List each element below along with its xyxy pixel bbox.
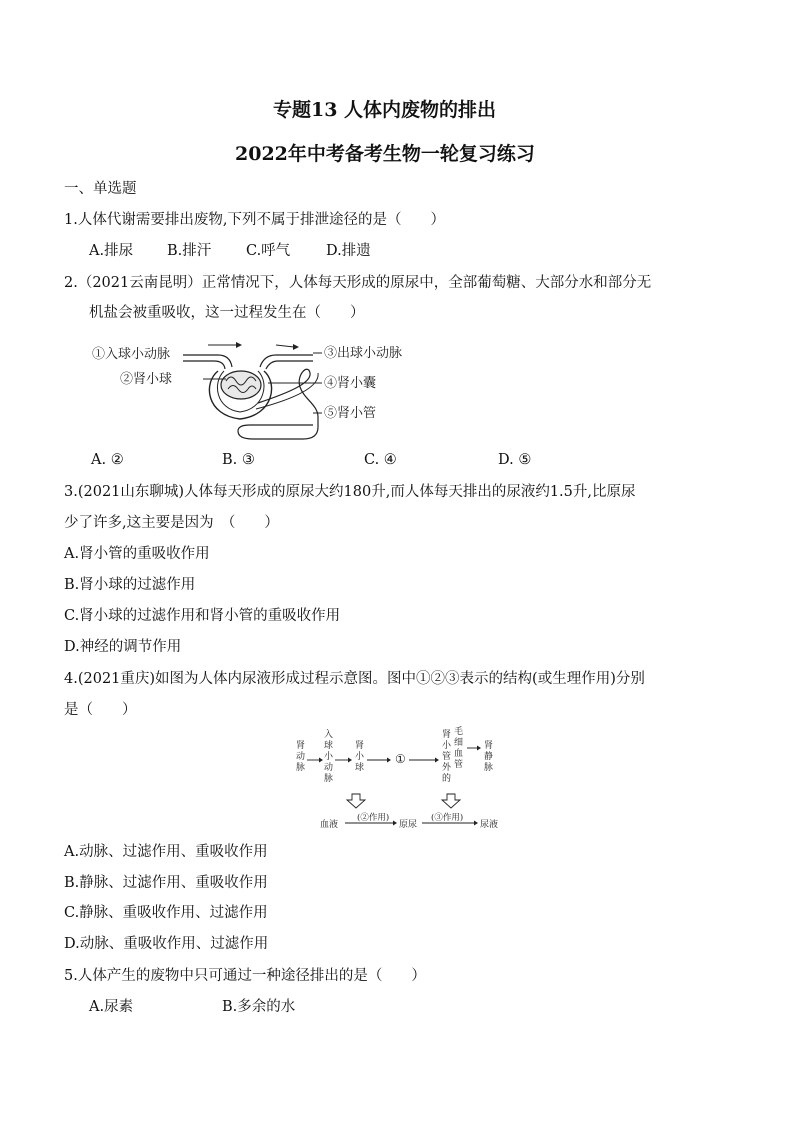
- node-renal-artery: 肾 动 脉: [296, 741, 306, 773]
- option-a: A.尿素: [89, 999, 134, 1015]
- node-capillaries: 毛 细 血 管: [454, 727, 464, 770]
- question-stem-line-2: 机盐会被重吸收，这一过程发生在（ ）: [89, 305, 365, 321]
- node-glomerulus: 肾 小 球: [355, 741, 365, 773]
- question-stem: 1.人体代谢需要排出废物,下列不属于排泄途径的是（ ）: [64, 212, 445, 228]
- question-stem-line-1: 3.(2021山东聊城)人体每天形成的原尿大约180升,而人体每天排出的尿液约1.5升,比原尿: [64, 484, 636, 500]
- option-d: D.排遗: [326, 243, 371, 259]
- question-stem-line-1: 2.（2021云南昆明）正常情况下，人体每天形成的原尿中，全部葡萄糖、大部分水和部分无: [64, 275, 652, 291]
- label-renal-tubule: ⑤肾小管: [324, 406, 377, 421]
- nephron-diagram: [88, 335, 428, 445]
- option-c: C.静脉、重吸收作用、过滤作用: [64, 905, 268, 921]
- question-stem-line-2: 少了许多,这主要是因为 （ ）: [64, 515, 279, 531]
- option-a: A.排尿: [89, 243, 134, 259]
- option-c: C.肾小球的过滤作用和肾小管的重吸收作用: [64, 608, 341, 624]
- option-b: B. ③: [222, 452, 255, 468]
- label-glomerulus: ②肾小球: [120, 372, 173, 387]
- option-b: B.肾小球的过滤作用: [64, 577, 196, 593]
- node-afferent-arteriole: 入 球 小 动 脉: [324, 730, 334, 784]
- label-bowmans-capsule: ④肾小囊: [324, 376, 377, 391]
- option-b: B.多余的水: [222, 999, 296, 1015]
- doc-subtitle: 2022年中考备考生物一轮复习练习: [235, 143, 535, 165]
- flow-urine: 尿液: [480, 820, 499, 830]
- option-a: A.肾小管的重吸收作用: [64, 546, 210, 562]
- process-label-3: (③作用): [431, 813, 464, 823]
- urine-formation-diagram: [285, 726, 515, 836]
- option-a: A.动脉、过滤作用、重吸收作用: [64, 844, 268, 860]
- question-stem-line-2: 是（ ）: [64, 702, 137, 718]
- option-d: D.神经的调节作用: [64, 639, 182, 655]
- label-afferent-arteriole: ①入球小动脉: [92, 347, 171, 362]
- label-efferent-arteriole: ③出球小动脉: [324, 346, 403, 361]
- section-heading: 一、单选题: [64, 181, 137, 197]
- option-b: B.静脉、过滤作用、重吸收作用: [64, 875, 268, 891]
- option-a: A. ②: [91, 452, 124, 468]
- option-d: D.动脉、重吸收作用、过滤作用: [64, 936, 269, 952]
- process-label-2: (②作用): [357, 813, 390, 823]
- question-stem: 5.人体产生的废物中只可通过一种途径排出的是（ ）: [64, 968, 426, 984]
- option-c: C. ④: [364, 452, 397, 468]
- option-b: B.排汗: [167, 243, 212, 259]
- flow-blood: 血液: [320, 820, 339, 830]
- option-d: D. ⑤: [498, 452, 532, 468]
- question-stem-line-1: 4.(2021重庆)如图为人体内尿液形成过程示意图。图中①②③表示的结构(或生理作用)分别: [64, 671, 645, 687]
- node-blank-1: ①: [395, 752, 406, 766]
- node-renal-vein: 肾 静 脉: [484, 741, 494, 773]
- doc-title: 专题13 人体内废物的排出: [273, 99, 497, 121]
- option-c: C.呼气: [246, 243, 291, 259]
- flow-primary-urine: 原尿: [399, 820, 418, 830]
- node-tubule-outer: 肾 小 管 外 的: [442, 730, 452, 784]
